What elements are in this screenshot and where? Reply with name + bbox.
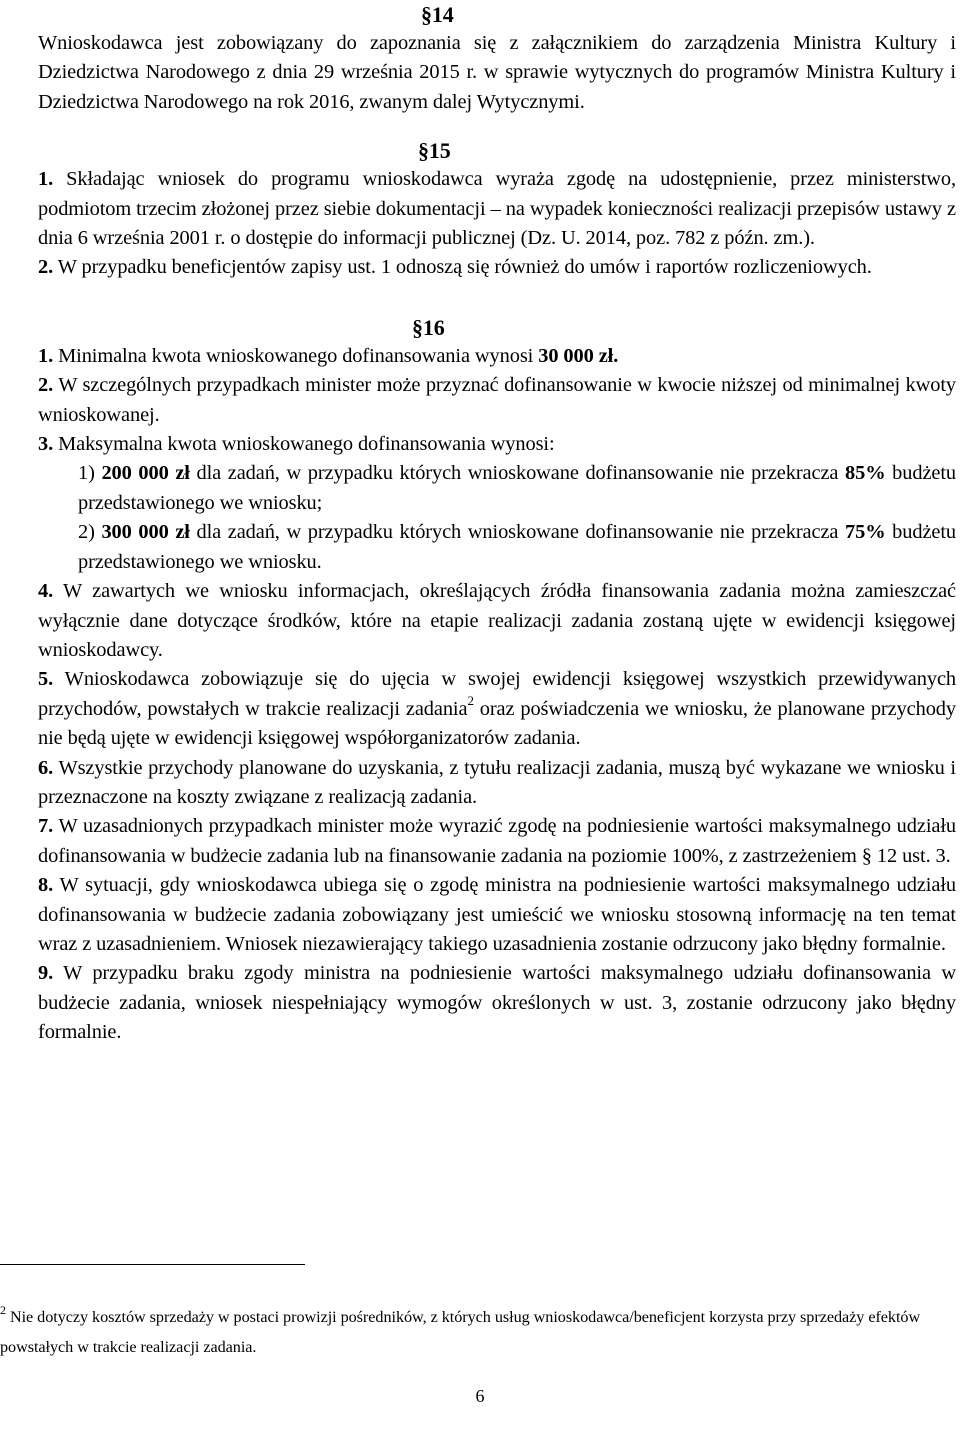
item-number: 8.	[38, 874, 54, 897]
item-number: 4.	[38, 580, 54, 603]
item-number: 1.	[38, 168, 54, 191]
footnote-reference[interactable]: 2	[467, 692, 474, 708]
item-text: W szczególnych przypadkach minister może przyznać dofinansowanie w kwocie niższej od minimalnej kwoty wnioskowanej.	[38, 374, 956, 426]
footnote	[0, 1302, 944, 1362]
footnote-separator	[0, 1264, 305, 1265]
section-16-item-9	[38, 959, 956, 1047]
section-16-item-3-sub-2	[38, 518, 956, 577]
item-text: Minimalna kwota wnioskowanego dofinansowania wynosi	[58, 344, 534, 367]
item-number: 1.	[38, 344, 54, 367]
page-number: 6	[475, 1386, 485, 1406]
sub-item-amount: 200 000 zł	[101, 462, 190, 485]
item-end: .	[613, 344, 619, 367]
section-heading-14	[38, 0, 956, 29]
item-number: 9.	[38, 962, 54, 985]
sub-item-text: dla zadań, w przypadku których wnioskowane dofinansowanie nie przekracza	[196, 521, 839, 544]
section-mark: §	[421, 2, 432, 27]
item-number: 2.	[38, 256, 54, 279]
section-number: 15	[428, 138, 451, 164]
section-15-item-2	[38, 253, 956, 282]
section-heading-15	[38, 136, 956, 165]
section-number: 16	[422, 314, 445, 340]
item-number: 2.	[38, 374, 54, 397]
sub-item-text: dla zadań, w przypadku których wnioskowane dofinansowanie nie przekracza	[196, 462, 839, 485]
section-heading-16	[38, 313, 956, 342]
section-16-item-3	[38, 430, 956, 459]
sub-item-text-end: budżetu przedstawionego we wniosku;	[78, 462, 957, 514]
item-text: Wnioskodawca zobowiązuje się do ujęcia w swojej ewidencji księgowej wszystkich przewidywanych przychodów, powstałych w trakcie realizacji zadania	[38, 668, 956, 720]
sub-item-amount: 300 000 zł	[101, 521, 190, 544]
item-text-end: oraz poświadczenia we wniosku, że planowane przychody nie będą ujęte w ewidencji księgowej współorganizatorów zadania.	[38, 697, 956, 750]
item-number: 5.	[38, 668, 54, 691]
item-text: Maksymalna kwota wnioskowanego dofinansowania wynosi:	[58, 433, 555, 456]
sub-item-number: 1)	[78, 462, 95, 485]
item-number: 3.	[38, 433, 54, 456]
item-number: 7.	[38, 815, 54, 838]
item-text: W sytuacji, gdy wnioskodawca ubiega się o zgodę ministra na podniesienie wartości maksymalnego udziału dofinansowania w budżecie zadania zobowiązany jest umieścić we wniosku stosowną informację na ten temat wraz z uzasadnieniem. Wniosek niezawierający takiego uzasadnienia zostanie odrzucony jako błędny formalnie.	[38, 874, 956, 955]
section-16-item-4	[38, 577, 956, 665]
item-text: Składając wniosek do programu wnioskodawca wyraża zgodę na udostępnienie, przez ministerstwo, podmiotom trzecim złożonej przez siebie dokumentacji – na wypadek konieczności realizacji przepisów ustawy z dnia 6 września 2001 r. o dostępie do informacji publicznej (Dz. U. 2014, poz. 782 z późn. zm.).	[38, 168, 956, 250]
sub-item-percent: 85%	[845, 462, 886, 485]
document-body	[38, 0, 956, 1048]
footnote-mark: 2	[0, 1303, 6, 1317]
item-text: W przypadku braku zgody ministra na podniesienie wartości maksymalnego udziału dofinansowania w budżecie zadania, wniosek niespełniający wymogów określonych w ust. 3, zostanie odrzucony jako błędny formalnie.	[38, 962, 956, 1044]
section-number: 14	[431, 2, 454, 27]
item-text: W przypadku beneficjentów zapisy ust. 1 odnoszą się również do umów i raportów rozliczeniowych.	[57, 256, 872, 279]
item-text: W zawartych we wniosku informacjach, określających źródła finansowania zadania można zamieszczać wyłącznie dane dotyczące środków, które na etapie realizacji zadania zostaną ujęte w ewidencji księgowej wnioskodawcy.	[38, 580, 956, 661]
footnote-text: Nie dotyczy kosztów sprzedaży w postaci prowizji pośredników, z których usług wnioskodawca/beneficjent korzysta przy sprzedaży efektów powstałych w trakcie realizacji zadania.	[0, 1308, 921, 1356]
section-14-paragraph: Wnioskodawca jest zobowiązany do zapoznania się z załącznikiem do zarządzenia Ministra Kultury i Dziedzictwa Narodowego z dnia 29 września 2015 r. w sprawie wytycznych do programów Ministra Kultury i Dziedzictwa Narodowego na rok 2016, zwanym dalej Wytycznymi.	[38, 32, 956, 113]
item-number: 6.	[38, 756, 54, 779]
section-16-item-7	[38, 812, 956, 871]
item-text: Wszystkie przychody planowane do uzyskania, z tytułu realizacji zadania, muszą być wykazane we wniosku i przeznaczone na koszty związane z realizacją zadania.	[38, 756, 956, 808]
section-16-item-6	[38, 754, 956, 813]
section-16-item-8	[38, 871, 956, 959]
section-16-item-3-sub-1	[38, 459, 956, 518]
section-mark: §	[412, 314, 423, 340]
section-16-item-1	[38, 342, 956, 371]
item-text: W uzasadnionych przypadkach minister może wyrazić zgodę na podniesienie wartości maksymalnego udziału dofinansowania w budżecie zadania lub na finansowanie zadania na poziomie 100%, z zastrzeżeniem § 12 ust. 3.	[38, 815, 956, 867]
section-15-item-1	[38, 165, 956, 253]
section-mark: §	[418, 138, 429, 164]
minimum-amount: 30 000 zł	[538, 344, 614, 367]
sub-item-number: 2)	[78, 521, 95, 544]
section-16-item-2	[38, 371, 956, 430]
sub-item-percent: 75%	[845, 521, 886, 544]
section-16-item-5	[38, 665, 956, 753]
sub-item-text-end: budżetu przedstawionego we wniosku.	[78, 521, 957, 573]
